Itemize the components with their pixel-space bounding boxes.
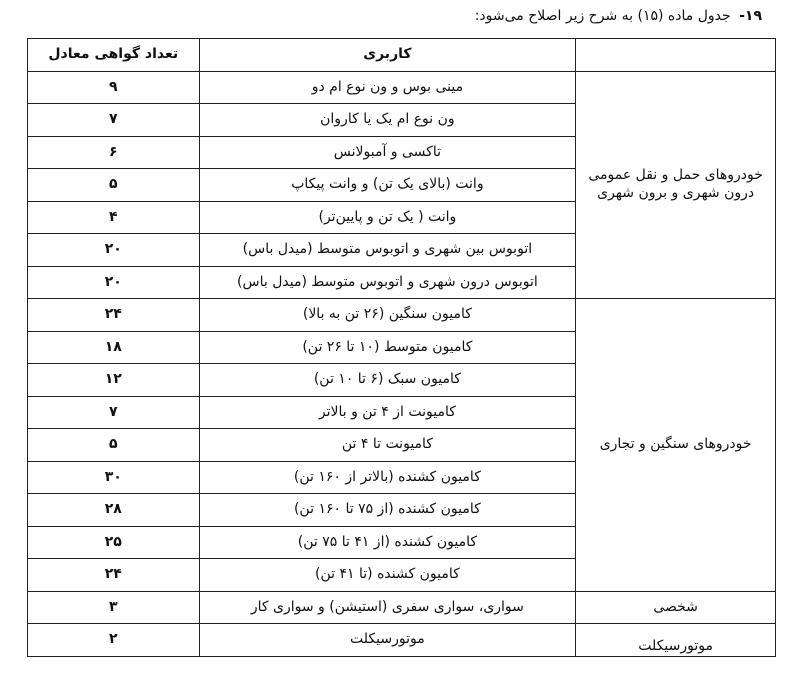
- usage-cell: ون نوع ام یک یا کاروان: [199, 104, 576, 137]
- section-number: ۱۹-: [739, 8, 762, 24]
- count-cell: ۱۲: [28, 364, 200, 397]
- count-cell: ۹: [28, 71, 200, 104]
- count-cell: ۶: [28, 136, 200, 169]
- header-usage: کاربری: [199, 39, 576, 72]
- count-cell: ۲: [28, 624, 200, 657]
- section-heading: [475, 8, 762, 24]
- category-cell: موتورسیکلت: [576, 624, 776, 657]
- table-row: [28, 71, 776, 104]
- table-header-row: [28, 39, 776, 72]
- usage-cell: اتوبوس درون شهری و اتوبوس متوسط (میدل باس): [199, 266, 576, 299]
- count-cell: ۴: [28, 201, 200, 234]
- table-body: [28, 71, 776, 656]
- count-cell: ۷: [28, 396, 200, 429]
- usage-cell: موتورسیکلت: [199, 624, 576, 657]
- count-cell: ۲۰: [28, 234, 200, 267]
- category-cell: شخصی: [576, 591, 776, 624]
- table-row: [28, 299, 776, 332]
- count-cell: ۷: [28, 104, 200, 137]
- vehicle-certificate-table: [27, 38, 776, 657]
- count-cell: ۲۴: [28, 299, 200, 332]
- usage-cell: مینی بوس و ون نوع ام دو: [199, 71, 576, 104]
- usage-cell: اتوبوس بین شهری و اتوبوس متوسط (میدل باس): [199, 234, 576, 267]
- count-cell: ۲۸: [28, 494, 200, 527]
- count-cell: ۲۵: [28, 526, 200, 559]
- usage-cell: کامیون کشنده (از ۷۵ تا ۱۶۰ تن): [199, 494, 576, 527]
- usage-cell: سواری، سواری سفری (استیشن) و سواری کار: [199, 591, 576, 624]
- usage-cell: وانت ( یک تن و پایین‌تر): [199, 201, 576, 234]
- count-cell: ۳۰: [28, 461, 200, 494]
- category-cell: خودروهای سنگین و تجاری: [576, 299, 776, 592]
- count-cell: ۵: [28, 169, 200, 202]
- usage-cell: کامیون کشنده (تا ۴۱ تن): [199, 559, 576, 592]
- usage-cell: کامیونت از ۴ تن و بالاتر: [199, 396, 576, 429]
- usage-cell: کامیون سنگین (۲۶ تن به بالا): [199, 299, 576, 332]
- count-cell: ۲۰: [28, 266, 200, 299]
- section-heading-text: جدول ماده (۱۵) به شرح زیر اصلاح می‌شود:: [474, 8, 731, 24]
- count-cell: ۳: [28, 591, 200, 624]
- usage-cell: تاکسی و آمبولانس: [199, 136, 576, 169]
- count-cell: ۵: [28, 429, 200, 462]
- usage-cell: کامیون کشنده (از ۴۱ تا ۷۵ تن): [199, 526, 576, 559]
- usage-cell: کامیون متوسط (۱۰ تا ۲۶ تن): [199, 331, 576, 364]
- header-category: [576, 39, 776, 72]
- table-row: [28, 591, 776, 624]
- count-cell: ۲۴: [28, 559, 200, 592]
- usage-cell: کامیون سبک (۶ تا ۱۰ تن): [199, 364, 576, 397]
- header-count: تعداد گواهی معادل: [28, 39, 200, 72]
- usage-cell: کامیون کشنده (بالاتر از ۱۶۰ تن): [199, 461, 576, 494]
- usage-cell: وانت (بالای یک تن) و وانت پیکاپ: [199, 169, 576, 202]
- category-cell: خودروهای حمل و نقل عمومی درون شهری و برون شهری: [576, 71, 776, 299]
- usage-cell: کامیونت تا ۴ تن: [199, 429, 576, 462]
- table-row: [28, 624, 776, 657]
- count-cell: ۱۸: [28, 331, 200, 364]
